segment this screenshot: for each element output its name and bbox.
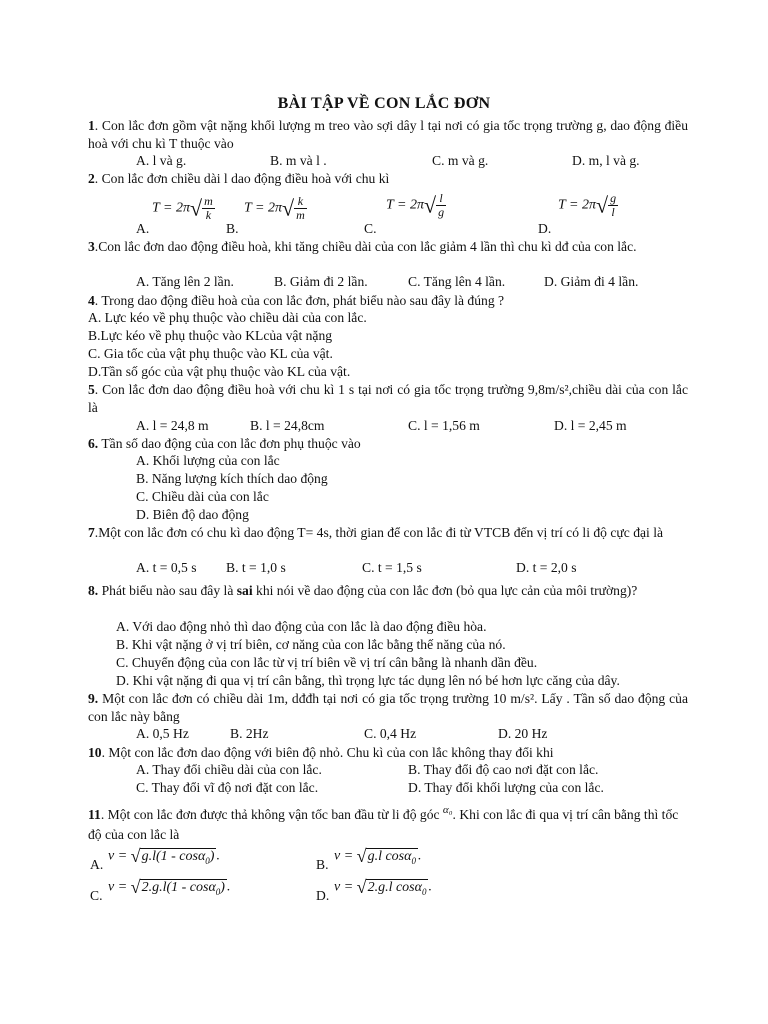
question-11: [88, 806, 688, 843]
question-text: . Một con lắc đơn được thả không vận tốc ban đầu từ li độ góc: [100, 807, 443, 822]
q4-option-b: B.Lực kéo về phụ thuộc vào KLcủa vật nặng: [88, 328, 333, 343]
formula-c: v = √2.g.l(1 - cosα$_0$) .: [108, 877, 231, 897]
option-c: C. t = 1,5 s: [362, 560, 422, 575]
question-number: 11: [88, 807, 101, 822]
question-number: 5: [88, 382, 95, 397]
q6-option-d: D. Biên độ dao động: [136, 507, 249, 522]
option-a-label: A.: [90, 857, 104, 872]
question-text: .Một con lắc đơn có chu kì dao động T= 4s, thời gian để con lắc đi từ VTCB đến vị trí có li độ cực đại là: [94, 525, 664, 540]
q8-option-a: A. Với dao động nhỏ thì dao động của con lắc là dao động điều hòa.: [116, 619, 487, 634]
question-text: .Con lắc đơn dao động điều hoà, khi tăng chiều dài của con lắc giảm 4 lần thì chu kì dđ của con lắc.: [94, 239, 637, 254]
q4-option-d: D.Tần số góc của vật phụ thuộc vào KL của vật.: [88, 364, 351, 379]
question-5: [88, 381, 688, 416]
option-d-label: D.: [316, 888, 330, 903]
formula-a: T = 2π√ $\frac{m}{k}$: [152, 194, 213, 222]
option-d-label: D.: [538, 221, 552, 236]
question-text: Phát biểu nào sau đây là: [98, 583, 237, 598]
q10-option-c: C. Thay đổi vĩ độ nơi đặt con lắc.: [136, 780, 319, 795]
page-title: BÀI TẬP VỀ CON LẮC ĐƠN: [277, 95, 491, 112]
option-b: B. t = 1,0 s: [226, 560, 286, 575]
question-6: [88, 435, 688, 453]
formula-c: T = 2π√ $\frac{l}{g}$: [386, 191, 445, 219]
question-number: 3: [88, 239, 95, 254]
q10-option-d: D. Thay đổi khối lượng của con lắc.: [408, 780, 604, 795]
formula-b: v = √g.l cosα$_0$ .: [334, 846, 422, 866]
option-c: C. l = 1,56 m: [408, 418, 480, 433]
option-a: A. Tăng lên 2 lần.: [136, 274, 234, 289]
option-d: D. 20 Hz: [498, 726, 548, 741]
question-number: 1: [88, 118, 95, 133]
option-b: B. Giảm đi 2 lần.: [274, 274, 368, 289]
question-5-options: [0, 418, 768, 436]
question-text: Tần số dao động của con lắc đơn phụ thuộc vào: [98, 436, 361, 451]
q6-option-a: A. Khối lượng của con lắc: [136, 453, 280, 468]
q10-option-b: B. Thay đổi độ cao nơi đặt con lắc.: [408, 762, 599, 777]
question-number: 10: [88, 745, 102, 760]
option-c-label: C.: [364, 221, 377, 236]
option-b: B. m và l .: [270, 153, 327, 168]
q4-option-a: A. Lực kéo về phụ thuộc vào chiều dài của con lắc.: [88, 310, 367, 325]
question-text: . Trong dao động điều hoà của con lắc đơn, phát biểu nào sau đây là đúng ?: [94, 293, 505, 308]
question-text-cont: . Khi con lắc đi qua vị trí cân bằng thì tốc độ của con lắc là: [88, 807, 679, 842]
option-c: C. 0,4 Hz: [364, 726, 417, 741]
question-10: [88, 744, 688, 762]
q8-option-d: D. Khi vật nặng đi qua vị trí cân bằng, thì trọng lực tác dụng lên nó bé hơn lực căng của dây.: [116, 673, 620, 688]
option-a: A. l và g.: [136, 153, 187, 168]
option-a: A. l = 24,8 m: [136, 418, 209, 433]
formula-a: v = √g.l(1 - cosα$_0$) .: [108, 846, 220, 866]
option-b-label: B.: [316, 857, 329, 872]
option-c: C. m và g.: [432, 153, 489, 168]
option-c-label: C.: [90, 888, 103, 903]
option-b: B. l = 24,8cm: [250, 418, 325, 433]
question-2: [88, 170, 688, 188]
question-9: [88, 690, 688, 725]
option-d: D. l = 2,45 m: [554, 418, 627, 433]
question-emphasis: sai: [236, 583, 253, 598]
question-text: . Con lắc đơn dao động điều hoà với chu kì 1 s tại nơi có gia tốc trọng trường 9,8m/s²,chiều dài của con lắc là: [88, 382, 688, 415]
question-7: [88, 524, 688, 542]
question-number: 4: [88, 293, 95, 308]
option-a: A. 0,5 Hz: [136, 726, 189, 741]
question-text: . Con lắc đơn gồm vật nặng khối lượng m treo vào sợi dây l tại nơi có gia tốc trọng trường g, dao động điều hoà với chu kì T thuộc vào: [88, 118, 688, 151]
q6-option-c: C. Chiều dài của con lắc: [136, 489, 269, 504]
question-9-options: [0, 726, 768, 744]
option-a-label: A.: [136, 221, 150, 236]
question-3-options: [0, 274, 768, 292]
question-text-cont: khi nói về dao động của con lắc đơn (bỏ qua lực cản của môi trường)?: [252, 583, 638, 598]
option-c: C. Tăng lên 4 lần.: [408, 274, 506, 289]
question-8: [88, 582, 688, 600]
question-number: 8.: [88, 583, 99, 598]
question-3: [88, 238, 688, 256]
q6-option-b: B. Năng lượng kích thích dao động: [136, 471, 328, 486]
q4-option-c: C. Gia tốc của vật phụ thuộc vào KL của vật.: [88, 346, 333, 361]
question-1: [88, 117, 688, 152]
option-d: D. Giảm đi 4 lần.: [544, 274, 639, 289]
question-text: Một con lắc đơn có chiều dài 1m, dđđh tại nơi có gia tốc trọng trường 10 m/s². Lấy . Tần số dao động của con lắc này bằng: [88, 691, 688, 724]
question-number: 7: [88, 525, 95, 540]
option-b: B. 2Hz: [230, 726, 269, 741]
formula-b: T = 2π√ $\frac{k}{m}$: [244, 194, 305, 222]
question-1-options: [0, 153, 768, 171]
q8-option-c: C. Chuyển động của con lắc từ vị trí biên về vị trí cân bằng là nhanh dần đều.: [116, 655, 538, 670]
alpha-zero-symbol: α₀: [442, 804, 453, 816]
question-7-options: [0, 560, 768, 578]
formula-d: v = √2.g.l cosα$_0$ .: [334, 877, 432, 897]
question-number: 2: [88, 171, 95, 186]
option-d: D. m, l và g.: [572, 153, 640, 168]
question-text: . Một con lắc đơn dao động với biên độ nhỏ. Chu kì của con lắc không thay đổi khi: [101, 745, 554, 760]
question-text: . Con lắc đơn chiều dài l dao động điều hoà với chu kì: [94, 171, 390, 186]
question-4: [88, 292, 688, 310]
q10-option-a: A. Thay đổi chiều dài của con lắc.: [136, 762, 322, 777]
q8-option-b: B. Khi vật nặng ở vị trí biên, cơ năng của con lắc bằng thế năng của nó.: [116, 637, 506, 652]
option-a: A. t = 0,5 s: [136, 560, 197, 575]
question-number: 6.: [88, 436, 99, 451]
question-number: 9.: [88, 691, 99, 706]
formula-d: T = 2π√ $\frac{g}{l}$: [558, 191, 617, 219]
option-b-label: B.: [226, 221, 239, 236]
option-d: D. t = 2,0 s: [516, 560, 577, 575]
